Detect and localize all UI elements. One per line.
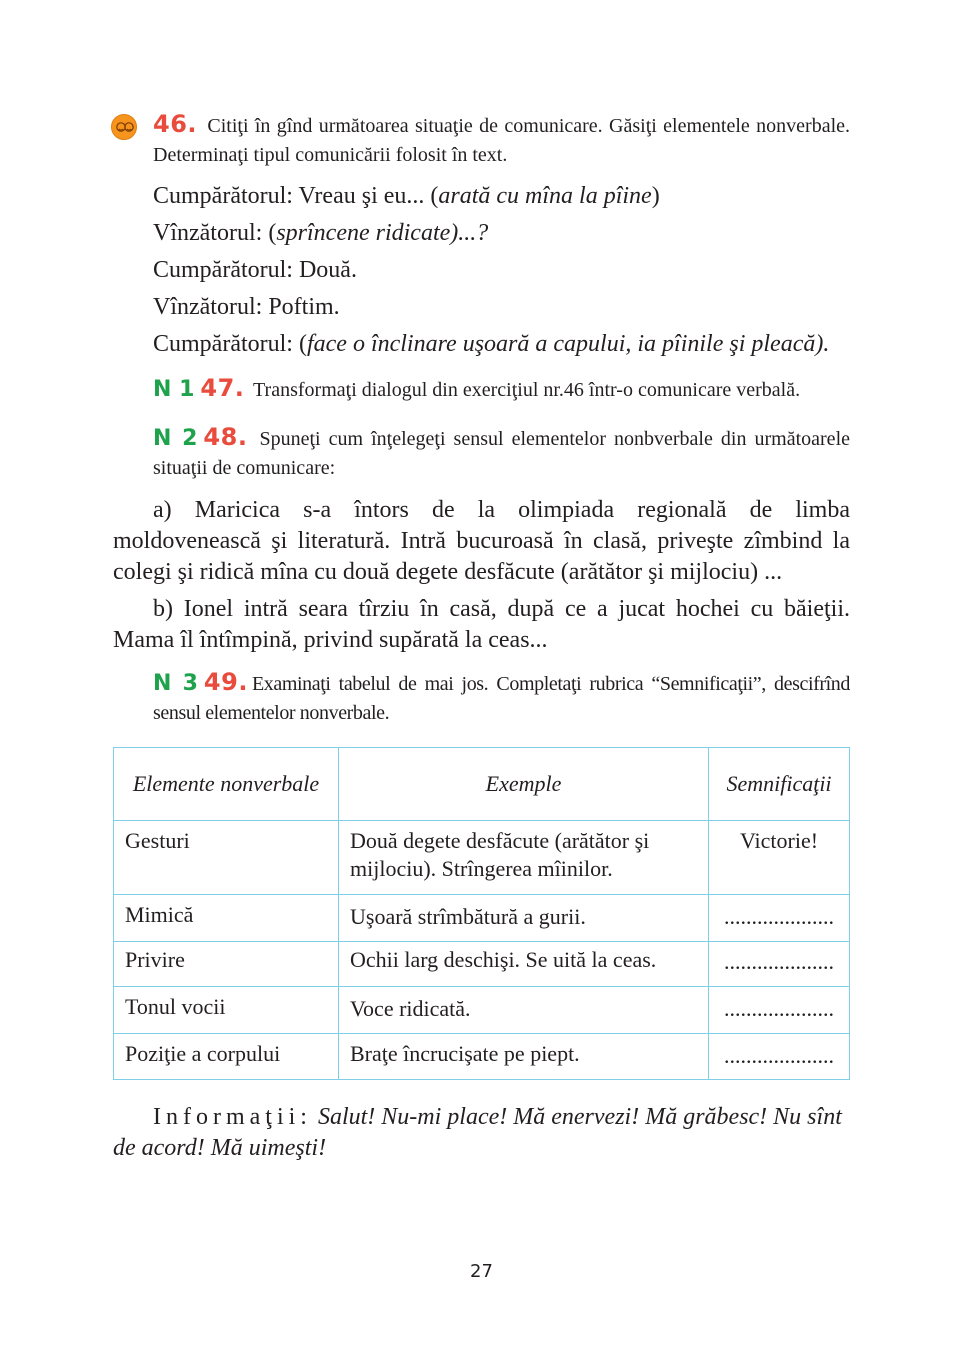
table-row <box>114 987 850 1034</box>
cell-element: Privire <box>114 942 339 987</box>
dialogue-line <box>113 291 850 323</box>
exercise-number: 46. <box>153 110 198 138</box>
cell-element: Mimică <box>114 895 339 942</box>
cell-element: Tonul vocii <box>114 987 339 1034</box>
cell-example: Uşoară strîmbătură a gurii. <box>339 895 709 942</box>
cell-meaning: .................... <box>709 895 850 942</box>
speaker: Vînzătorul: <box>153 220 263 246</box>
cell-meaning: Victorie! <box>709 821 850 895</box>
dialogue-line <box>113 254 850 286</box>
cell-element: Gesturi <box>114 821 339 895</box>
cell-example: Voce ridicată. <box>339 987 709 1034</box>
exercise-49 <box>113 668 850 728</box>
cell-element: Poziţie a corpului <box>114 1034 339 1080</box>
exercise-text: Spuneţi cum înţelegeţi sensul elementelor nonbverbale din următoarele situaţii de comunicare: <box>153 428 850 479</box>
line-text: Două. <box>292 257 357 283</box>
cell-meaning: .................... <box>709 1034 850 1080</box>
line-italic: arată cu mîna la pîine <box>438 183 652 209</box>
cell-meaning: .................... <box>709 942 850 987</box>
table-row <box>114 1034 850 1080</box>
exercise-48 <box>113 423 850 483</box>
table-row <box>114 942 850 987</box>
line-italic: sprîncene ridicate)...? <box>276 220 489 246</box>
cell-meaning: .................... <box>709 987 850 1034</box>
info-text: Salut! Nu-mi place! Mă enervezi! Mă grăbesc! Nu sînt de acord! Mă uimeşti! <box>113 1104 842 1161</box>
speaker: Cumpărătorul: <box>153 331 293 357</box>
level-code: N 2 <box>153 426 198 451</box>
table-header-row <box>114 748 850 821</box>
exercise-text: Examinaţi tabelul de mai jos. Completaţi rubrica “Semnificaţii”, descifrînd sensul elementelor nonverbale. <box>153 673 850 724</box>
info-label: Informaţii: <box>153 1104 312 1130</box>
exercise-number: 49. <box>203 668 248 696</box>
exercise-46 <box>113 110 850 170</box>
header-elements: Elemente nonverbale <box>114 748 339 821</box>
speaker: Vînzătorul: <box>153 294 263 320</box>
speaker: Cumpărătorul: <box>153 183 293 209</box>
level-code: N 1 <box>153 377 195 402</box>
header-meanings: Semnificaţii <box>709 748 850 821</box>
dialogue-line <box>113 328 850 360</box>
header-examples: Exemple <box>339 748 709 821</box>
exercise-number: 47. <box>200 374 245 402</box>
table-row <box>114 821 850 895</box>
line-text: Poftim. <box>262 294 340 320</box>
line-text: Vreau şi eu... ( <box>292 183 439 209</box>
cell-example: Ochii larg deschişi. Se uită la ceas. <box>339 942 709 987</box>
line-text: ) <box>651 183 660 209</box>
exercise-47 <box>113 374 850 405</box>
speaker: Cumpărătorul: <box>153 257 293 283</box>
nonverbal-table <box>113 747 850 1080</box>
line-text: ( <box>292 331 307 357</box>
exercise-text: Citiţi în gînd următoarea situaţie de comunicare. Găsiţi elementele nonverbale. Determinaţi tipul comunicării folosit în text. <box>153 115 850 166</box>
exercise-number: 48. <box>203 423 248 451</box>
level-code: N 3 <box>153 671 198 696</box>
situation-a: a) Maricica s-a întors de la olimpiada regională de limba moldovenească şi literatură. Intră bucuroasă în clasă, priveşte zîmbind la colegi şi ridică mîna cu două degete desfăcute (arătător şi mijlociu) ... <box>113 497 850 585</box>
line-text: ( <box>262 220 277 246</box>
two-faces-icon <box>111 114 137 140</box>
line-italic: face o înclinare uşoară a capului, ia pîinile şi pleacă). <box>306 331 830 357</box>
exercise-text: Transformaţi dialogul din exerciţiul nr.46 într-o comunicare verbală. <box>253 379 801 401</box>
cell-example: Două degete desfăcute (arătător şi mijlociu). Strîngerea mîinilor. <box>339 821 709 895</box>
situation-b: b) Ionel intră seara tîrziu în casă, după ce a jucat hochei cu băieţii. Mama îl întîmpină, privind supărată la ceas... <box>113 596 850 653</box>
page-number: 27 <box>470 1261 493 1282</box>
page-content <box>113 110 850 1164</box>
table-row <box>114 895 850 942</box>
cell-example: Braţe încrucişate pe piept. <box>339 1034 709 1080</box>
dialogue-line <box>113 180 850 212</box>
dialogue-line <box>113 217 850 249</box>
information-paragraph <box>113 1102 850 1164</box>
